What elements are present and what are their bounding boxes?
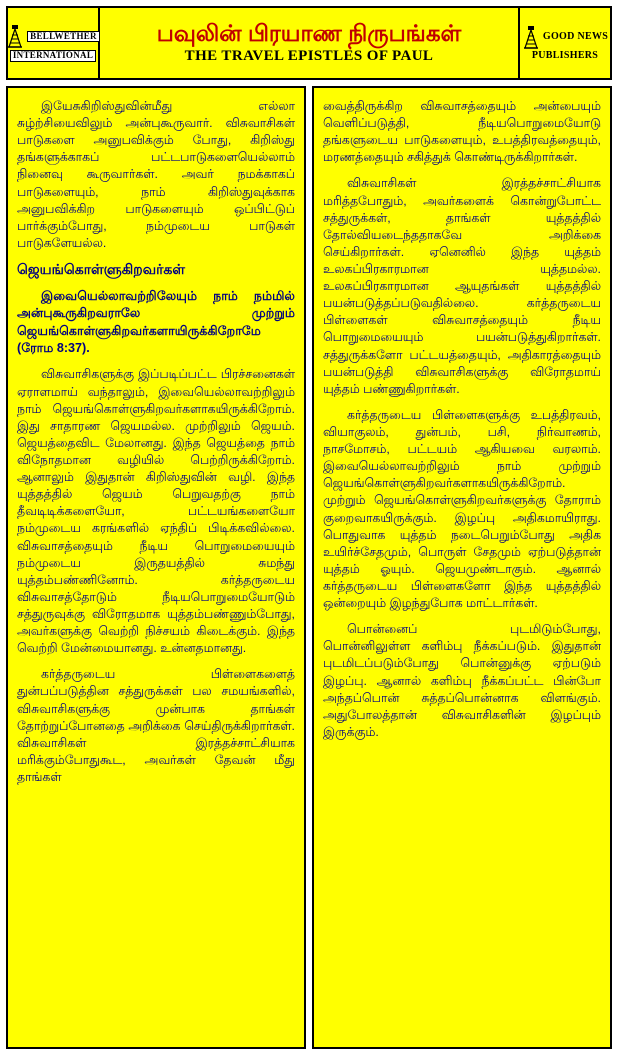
article-body (6, 86, 612, 1049)
tower-icon (6, 23, 24, 49)
good-news-logo-line2: PUBLISHERS (531, 49, 599, 61)
paragraph: கர்த்தருடைய பிள்ளைகளுக்கு உபத்திரவம், வியாகுலம், துன்பம், பசி, நிர்வாணம், நாசமோசம், பட்டயம் ஆகியவை வரலாம். இவையெல்லாவற்றிலும் நாம் முற்றும் ஜெயங்கொள்ளுகிறவர்களாகயிருக்கிறோம். முற்றும் ஜெயங்கொள்ளுகிறவர்களுக்கு தோராம் குறைவாகயிருக்கும். இழப்பு அதிகமாயிராது. பொதுவாக யுத்தம் நடைபெறும்போது அதிக உயிர்ச்சேதமும், பொருள் சேதமும் ஏற்படுத்தான் யுத்தம் ஓயும். ஜெயமுண்டாகும். ஆனால் கர்த்தருடைய பிள்ளைகளோ இந்த யுத்தத்தில் ஒன்றையும் இழந்துபோக மாட்டார்கள். (323, 407, 601, 611)
section-heading: ஜெயங்கொள்ளுகிறவர்கள் (17, 260, 185, 277)
paragraph: கர்த்தருடைய பிள்ளைகளைத் துன்பப்படுத்தின சத்துருக்கள் பல சமயங்களில், விசுவாசிகளுக்கு முன்பாக தாங்கள் தோற்றுப்போனதை அறிக்கை செய்திருக்கிறார்கள். விசுவாசிகள் இரத்தச்சாட்சியாக மரிக்கும்போதுகூட, அவர்கள் தேவன் மீது தாங்கள் (17, 667, 295, 784)
tower-icon (522, 24, 540, 50)
title-tamil: பவுலின் பிரயாண நிருபங்கள் (156, 19, 462, 46)
good-news-logo-line1: GOOD NEWS (542, 30, 609, 42)
paragraph: விசுவாசிகள் இரத்தச்சாட்சியாக மரித்தபோதும், அவர்களைக் கொன்றுபோட்ட சத்துருக்கள், தாங்கள் யுத்தத்தில் தோல்வியடைந்ததாகவே அறிக்கை செய்கிறார்கள். ஏனெனில் இந்த யுத்தம் உலகப்பிரகாரமான யுத்தமல்ல. உலகப்பிரகாரமான ஆயுதங்கள் யுத்தத்தில் பயன்படுத்தப்படுவதில்லை. கர்த்தருடைய பிள்ளைகள் விசுவாசத்தையும் நீடிய பொறுமையையும் பயன்படுத்துகிறார்கள். சத்துருக்களோ பட்டயத்தையும், அதிகாரத்தையும் பயன்படுத்தி விசுவாசிகளுக்கு விரோதமாய் யுத்தம் பண்ணுகிறார்கள். (323, 176, 601, 396)
page-title (100, 8, 518, 78)
bellwether-logo-line1: BELLWETHER (27, 31, 100, 42)
bellwether-international-logo (8, 8, 100, 78)
scripture-verse: இவையெல்லாவற்றிலேயும் நாம் நம்மில் அன்புகூருகிறவராலே முற்றும் ஜெயங்கொள்ளுகிறவர்களாயிருக்கிறோமே (ரோம 8:37). (17, 288, 295, 356)
paragraph: வைத்திருக்கிற விசுவாசத்தையும் அன்பையும் வெளிப்படுத்தி, நீடியபொறுமையோடு தங்களுடைய பாடுகளையும், உபத்திரவத்தையும், மரணத்தையும் சகித்துக் கொண்டிருக்கிறார்கள். (323, 99, 601, 165)
bellwether-emblem (6, 23, 100, 49)
paragraph: இயேசுகிறிஸ்துவின்மீது எல்லா சுழ்ற்சியைவிலும் அன்புகூருவார். விசுவாசிகள் பாடுகளை அனுபவிக்கும் போது, கிறிஸ்து தங்களுக்காகப் பட்டபாடுகளையெல்லாம் நினைவு கூருவார்கள். அவர் நமக்காகப் பாடுகளையும், நாம் கிறிஸ்துவுக்காக அனுபவிக்கிற பாடுகளையும் ஒப்பிட்டுப் பார்க்கும்போது, நம்முடைய பாடுகள் பாடுகளேயல்ல. (17, 99, 295, 250)
right-column (312, 86, 612, 1049)
paragraph: விசுவாசிகளுக்கு இப்படிப்பட்ட பிரச்சனைகள் ஏராளமாய் வந்தாலும், இவையெல்லாவற்றிலும் நாம் ஜெயங்கொள்ளுகிறவர்களாகயிருக்கிறோம். இது சாதாரண ஜெயமல்ல. முற்றிலும் ஜெயம். ஜெயத்தைவிட மேலானது. இந்த ஜெயத்தை நாம் விநோதமான வழியில் பெற்றிருக்கிறோம். ஆனாலும் இதுதான் கிறிஸ்துவின் வழி. இந்த யுத்தத்தில் ஜெயம் பெறுவதற்கு நாம் தீவடிடிக்களையோ, பட்டயங்களையோ நம்முடைய கரங்களில் ஏந்திப் பிடிக்கவில்லை. விசுவாசத்தையும் நீடிய பொறுமையையும் நம்முடைய இருதயத்தில் சுமந்து யுத்தம்பண்ணினோம். கர்த்தருடைய விசுவாசத்தோடும் நீடியபொறுமையோடும் சத்துருவுக்கு விரோதமாக யுத்தம்பண்ணும்போது, அவர்களுக்கு வெற்றி நிச்சயம் கிடைக்கும். இந்த வெற்றி மேன்மையானது. உன்னதமானது. (17, 367, 295, 656)
page-header (6, 6, 612, 80)
title-english: THE TRAVEL EPISTLES OF PAUL (184, 48, 434, 65)
left-column (6, 86, 306, 1049)
good-news-publishers-logo (518, 8, 610, 78)
good-news-emblem (522, 24, 608, 50)
paragraph: பொன்னைப் புடமிடும்போது, பொன்னிலுள்ள களிம்பு நீக்கப்படும். இதுதான் புடமிடப்படும்போது பொன்னுக்கு ஏற்படும் இழப்பு. ஆனால் களிம்பு நீக்கப்பட்ட பின்போ அந்தப்பொன் சுத்தப்பொன்னாக விளங்கும். அதுபோலத்தான் விசுவாசிகளின் இழப்பும் இருக்கும். (323, 622, 601, 739)
bellwether-logo-line2: INTERNATIONAL (10, 50, 96, 61)
